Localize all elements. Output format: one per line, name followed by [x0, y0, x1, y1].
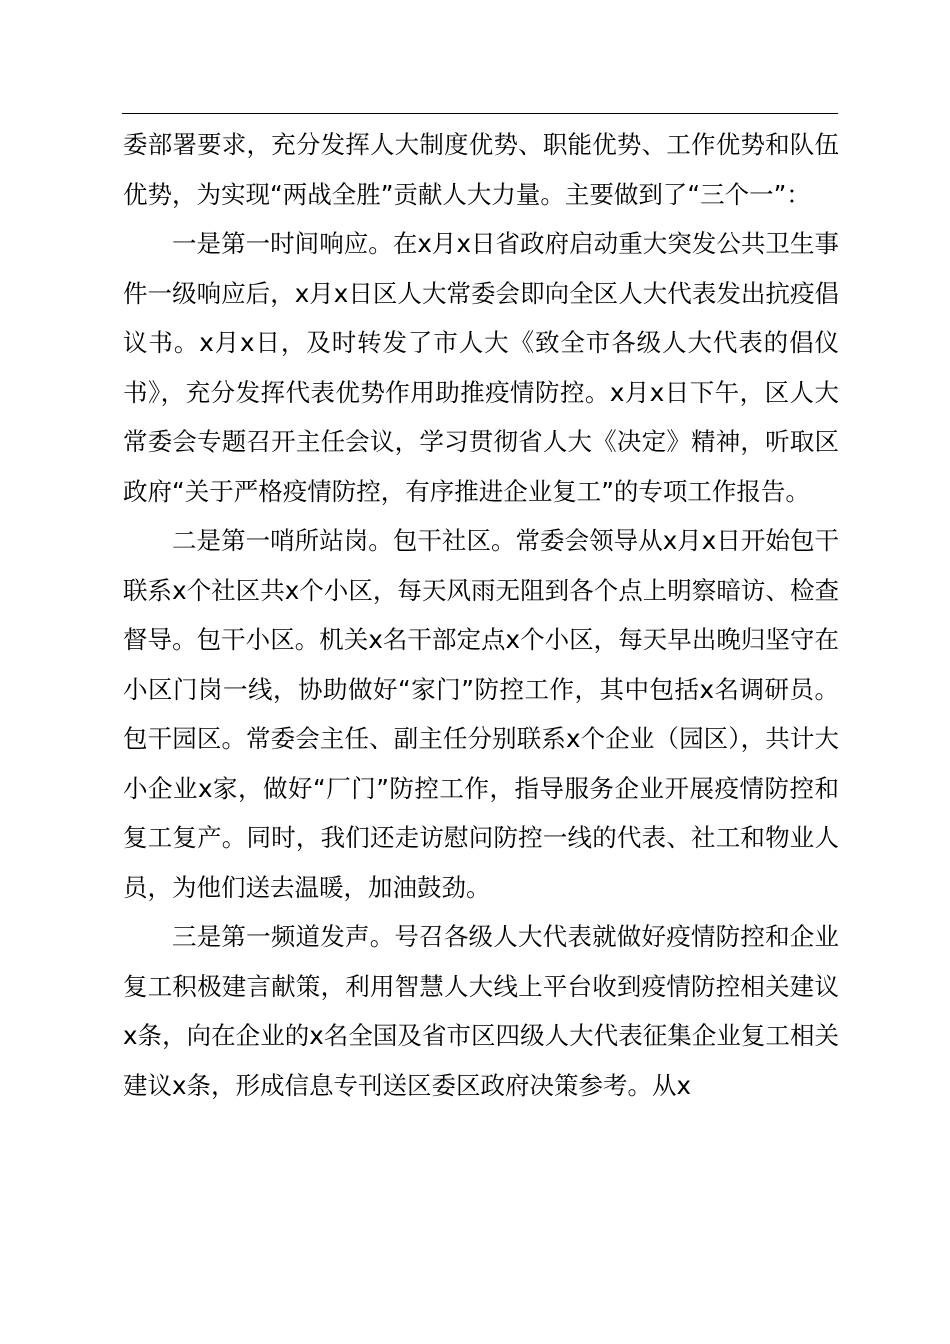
document-body — [123, 120, 839, 1110]
paragraph-first-response: 一是第一时间响应。在x月x日省政府启动重大突发公共卫生事件一级响应后，x月x日区人大常委会即向全区人大代表发出抗疫倡议书。x月x日，及时转发了市人大《致全市各级人大代表的倡仪书》，充分发挥代表优势作用助推疫情防控。x月x日下午，区人大常委会专题召开主任会议，学习贯彻省人大《决定》精神，听取区政府“关于严格疫情防控，有序推进企业复工”的专项工作报告。 — [123, 229, 839, 506]
paragraph-continued: 委部署要求，充分发挥人大制度优势、职能优势、工作优势和队伍优势，为实现“两战全胜”贡献人大力量。主要做到了“三个一”： — [123, 130, 839, 209]
paragraph-first-channel: 三是第一频道发声。号召各级人大代表就做好疫情防控和企业复工积极建言献策，利用智慧人大线上平台收到疫情防控相关建议x条，向在企业的x名全国及省市区四级人大代表征集企业复工相关建议x条，形成信息专刊送区委区政府决策参考。从x — [123, 922, 839, 1100]
paragraph-first-post: 二是第一哨所站岗。包干社区。常委会领导从x月x日开始包干联系x个社区共x个小区，每天风雨无阻到各个点上明察暗访、检查督导。包干小区。机关x名干部定点x个小区，每天早出晚归坚守在小区门岗一线，协助做好“家门”防控工作，其中包括x名调研员。包干园区。常委会主任、副主任分别联系x个企业（园区），共计大小企业x家，做好“厂门”防控工作，指导服务企业开展疫情防控和复工复产。同时，我们还走访慰问防控一线的代表、社工和物业人员，为他们送去温暖，加油鼓劲。 — [123, 526, 839, 902]
header-rule — [122, 113, 838, 114]
